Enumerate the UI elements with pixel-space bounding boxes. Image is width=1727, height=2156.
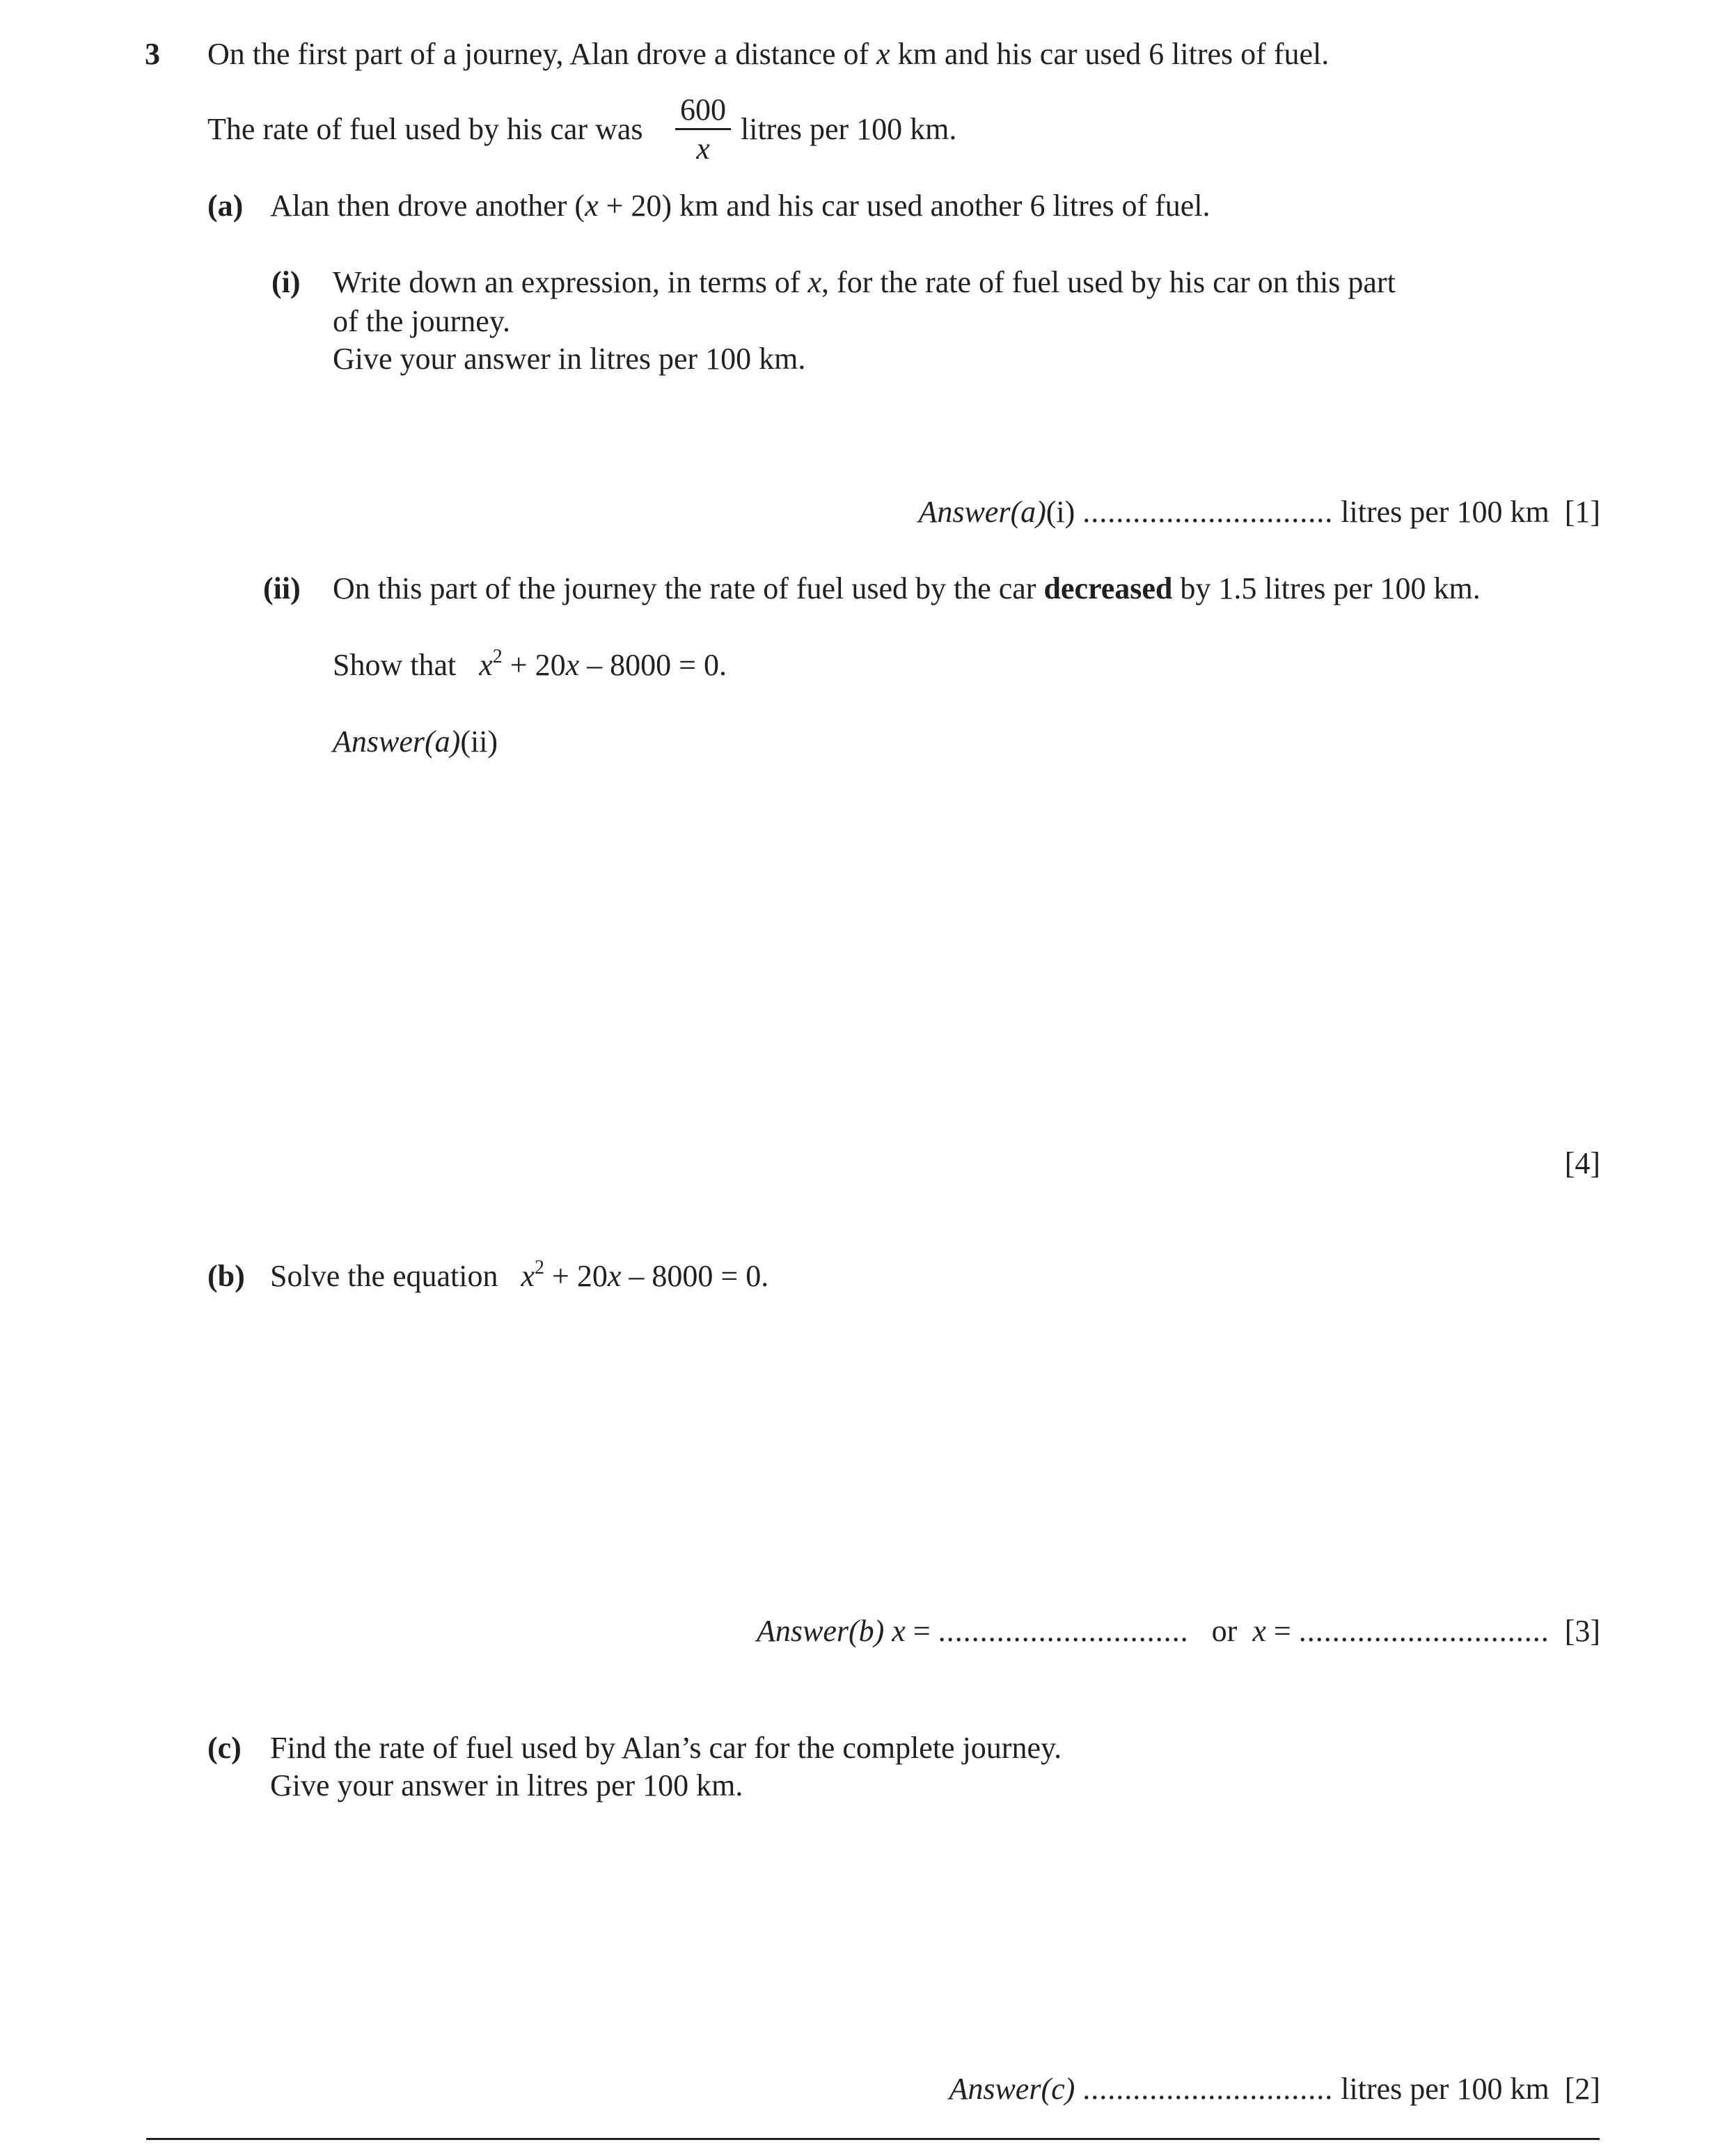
answer-a-i-label-roman: (i) (1046, 495, 1075, 529)
show-that-text: Show that (333, 648, 457, 682)
answer-b-marks: [3] (1564, 1614, 1600, 1648)
part-a-ii-line-1-a: On this part of the journey the rate of fuel used by the car (333, 571, 1044, 605)
answer-a-ii-label-roman: (ii) (460, 724, 498, 759)
part-a-i-line-1-a: Write down an expression, in terms of (333, 265, 808, 299)
answer-a-i-line (918, 497, 1600, 528)
page-bottom-rule (146, 2138, 1600, 2140)
intro-variable: x (876, 37, 890, 71)
fraction-bar (675, 128, 731, 130)
answer-a-ii-label (333, 724, 498, 759)
answer-b-or: or (1211, 1614, 1238, 1648)
part-a-i-line-1 (333, 267, 1396, 298)
part-a-text-a: Alan then drove another ( (270, 189, 585, 223)
answer-b-input-2[interactable]: .............................. (1298, 1614, 1549, 1648)
answer-a-i-marks: [1] (1564, 495, 1600, 529)
part-a-text-b: + 20) km and his car used another 6 litres of fuel. (598, 189, 1211, 223)
part-a-ii-show-that (333, 646, 727, 682)
part-b-equation: $x^2 + 20x - 8000 = 0$. (521, 1257, 769, 1293)
answer-a-ii-working-area[interactable] (333, 772, 1586, 1120)
part-a-i-line-1-b: , for the rate of fuel used by his car on this part (821, 265, 1396, 299)
intro-text-b: km and his car used 6 litres of fuel. (890, 37, 1330, 71)
answer-a-ii-marks: [4] (1564, 1146, 1600, 1180)
answer-c-input[interactable]: .............................. (1082, 2072, 1334, 2106)
part-a-ii-line-1 (333, 573, 1481, 604)
part-c-line-2: Give your answer in litres per 100 km. (270, 1768, 743, 1802)
part-c-line-1: Find the rate of fuel used by Alan’s car for the complete journey. (270, 1731, 1062, 1765)
part-a-ii-label: (ii) (263, 571, 301, 605)
fraction-numerator: 600 (680, 93, 726, 127)
part-a-i-variable: x (807, 265, 822, 299)
part-a-i-line-2: of the journey. (333, 304, 510, 338)
answer-c-line (949, 2074, 1600, 2105)
answer-b-equals: = (905, 1614, 931, 1648)
part-a-label: (a) (207, 189, 244, 223)
answer-a-i-label-italic: Answer(a) (918, 495, 1046, 529)
answer-c-marks: [2] (1564, 2072, 1600, 2106)
show-that-equation: $x^2 + 20x - 8000 = 0$. (479, 646, 727, 682)
question-number: 3 (145, 37, 160, 71)
part-b-text (270, 1257, 769, 1293)
intro-fraction (675, 90, 731, 167)
answer-b-equals-2: = (1265, 1614, 1291, 1648)
part-a-i-line-3: Give your answer in litres per 100 km. (333, 342, 806, 376)
part-a-text (270, 191, 1211, 221)
answer-b-input-1[interactable]: .............................. (938, 1614, 1189, 1648)
answer-a-i-unit: litres per 100 km (1341, 495, 1549, 529)
part-a-ii-line-1-b: by 1.5 litres per 100 km. (1172, 571, 1481, 605)
part-c-label: (c) (207, 1731, 242, 1765)
intro-line-2-unit: litres per 100 km. (741, 112, 957, 146)
intro-text-a: On the first part of a journey, Alan drove a distance of (207, 37, 877, 71)
answer-b-variable-2: x (1252, 1614, 1266, 1648)
answer-b-label: Answer(b) x (757, 1614, 906, 1648)
answer-c-unit: litres per 100 km (1341, 2072, 1549, 2106)
part-c-working-area[interactable] (270, 1816, 1586, 2046)
intro-line-2-text: The rate of fuel used by his car was (207, 112, 643, 146)
part-b-working-area[interactable] (270, 1308, 1586, 1587)
part-a-ii-bold-word: decreased (1043, 571, 1173, 605)
part-b-label: (b) (207, 1259, 245, 1293)
fraction-denominator: x (696, 132, 710, 166)
part-b-instruction: Solve the equation (270, 1259, 498, 1293)
intro-line-1 (207, 39, 1329, 70)
part-a-i-label: (i) (271, 265, 301, 299)
answer-c-label: Answer(c) (949, 2072, 1075, 2106)
answer-b-line (757, 1616, 1600, 1647)
part-a-variable: x (585, 189, 599, 223)
answer-a-ii-label-italic: Answer(a) (333, 724, 461, 759)
answer-a-i-input[interactable]: .............................. (1082, 495, 1334, 529)
